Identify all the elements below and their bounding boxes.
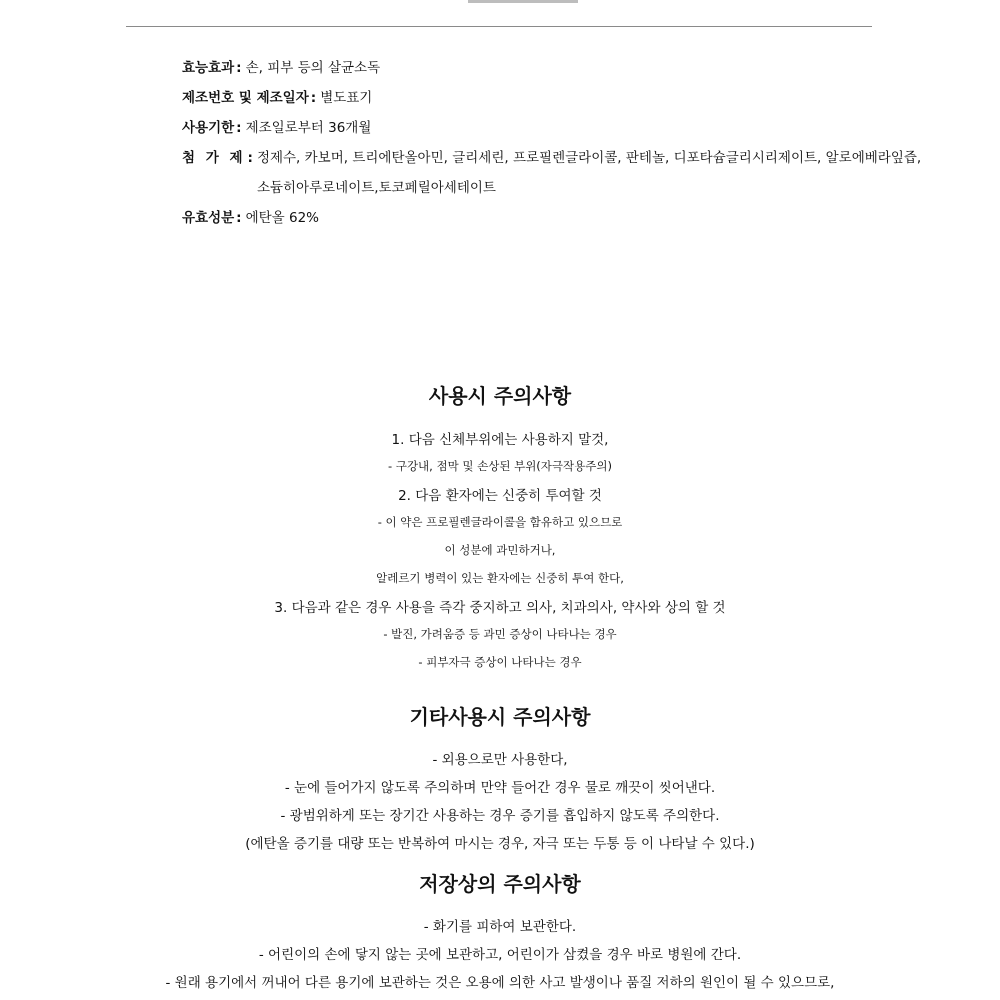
- other-precaution-line: - 눈에 들어가지 않도록 주의하며 만약 들어간 경우 물로 깨끗이 씻어낸다.: [284, 780, 716, 796]
- other-precautions-title: 기타사용시 주의사항: [409, 705, 591, 729]
- spec-additives: [182, 148, 962, 198]
- precaution-line: - 구강내, 점막 및 손상된 부위(자극작용주의): [388, 459, 612, 473]
- spec-colon: :: [236, 210, 242, 226]
- precaution-line: - 피부자극 증상이 나타나는 경우: [418, 655, 582, 669]
- spec-lot: [182, 88, 962, 108]
- spec-lot-label: 제조번호 및 제조일자: [182, 90, 309, 106]
- spec-additives-line-1: 정제수, 카보머, 트리에탄올아민, 글리세린, 프로필렌글라이콜, 판테놀, 디포타슘글리시리제이트, 알로에베라잎즙,: [256, 150, 922, 166]
- spec-colon: :: [236, 120, 242, 136]
- spec-additives-line-2: 소듐히아루로네이트,토코페릴아세테이트: [256, 180, 496, 196]
- top-cropped-text: [468, 0, 578, 3]
- precaution-line: - 발진, 가려움증 등 과민 증상이 나타나는 경우: [383, 627, 617, 641]
- spec-efficacy: [182, 58, 962, 78]
- spec-active-label: 유효성분: [182, 210, 235, 226]
- spec-lot-value: 별도표기: [320, 90, 373, 106]
- precaution-line: 이 성분에 과민하거나,: [444, 543, 556, 557]
- spec-colon: :: [236, 60, 242, 76]
- storage-line: - 원래 용기에서 꺼내어 다른 용기에 보관하는 것은 오용에 의한 사고 발생이나 품질 저하의 원인이 될 수 있으므로,: [165, 975, 835, 991]
- other-precautions-section: [0, 703, 1000, 731]
- spec-efficacy-value: 손, 피부 등의 살균소독: [245, 60, 381, 76]
- storage-line: - 어린이의 손에 닿지 않는 곳에 보관하고, 어린이가 삼켰을 경우 바로 병원에 간다.: [258, 947, 742, 963]
- spec-expiry-label: 사용기한: [182, 120, 235, 136]
- storage-title: 저장상의 주의사항: [419, 872, 581, 896]
- precaution-line: 3. 다음과 같은 경우 사용을 즉각 중지하고 의사, 치과의사, 약사와 상의 할 것: [274, 600, 726, 616]
- precautions-section: [0, 382, 1000, 410]
- spec-list: [182, 58, 962, 238]
- spec-active-value: 에탄올 62%: [245, 210, 319, 226]
- divider-line: [126, 26, 872, 27]
- precaution-line: 1. 다음 신체부위에는 사용하지 말것,: [391, 432, 609, 448]
- other-precaution-line: - 광범위하게 또는 장기간 사용하는 경우 증기를 흡입하지 않도록 주의한다.: [280, 808, 720, 824]
- other-precaution-line: - 외용으로만 사용한다,: [432, 752, 568, 768]
- precaution-line: 알레르기 병력이 있는 환자에는 신중히 투여 한다,: [376, 571, 624, 585]
- spec-colon: :: [247, 150, 253, 166]
- spec-expiry-value: 제조일로부터 36개월: [245, 120, 372, 136]
- storage-section: [0, 870, 1000, 898]
- other-precaution-line: (에탄올 증기를 대량 또는 반복하여 마시는 경우, 자극 또는 두통 등 이 나타날 수 있다.): [245, 836, 755, 852]
- precautions-title: 사용시 주의사항: [428, 384, 572, 408]
- spec-additives-label: 첨 가 제: [182, 150, 246, 166]
- spec-colon: :: [310, 90, 317, 106]
- precaution-line: - 이 약은 프로필렌글라이콜을 함유하고 있으므로: [377, 515, 623, 529]
- spec-active: [182, 208, 962, 228]
- storage-line: - 화기를 피하여 보관한다.: [423, 919, 577, 935]
- spec-additives-value: [257, 148, 921, 198]
- spec-efficacy-label: 효능효과: [182, 60, 235, 76]
- precaution-line: 2. 다음 환자에는 신중히 투여할 것: [398, 488, 602, 504]
- spec-expiry: [182, 118, 962, 138]
